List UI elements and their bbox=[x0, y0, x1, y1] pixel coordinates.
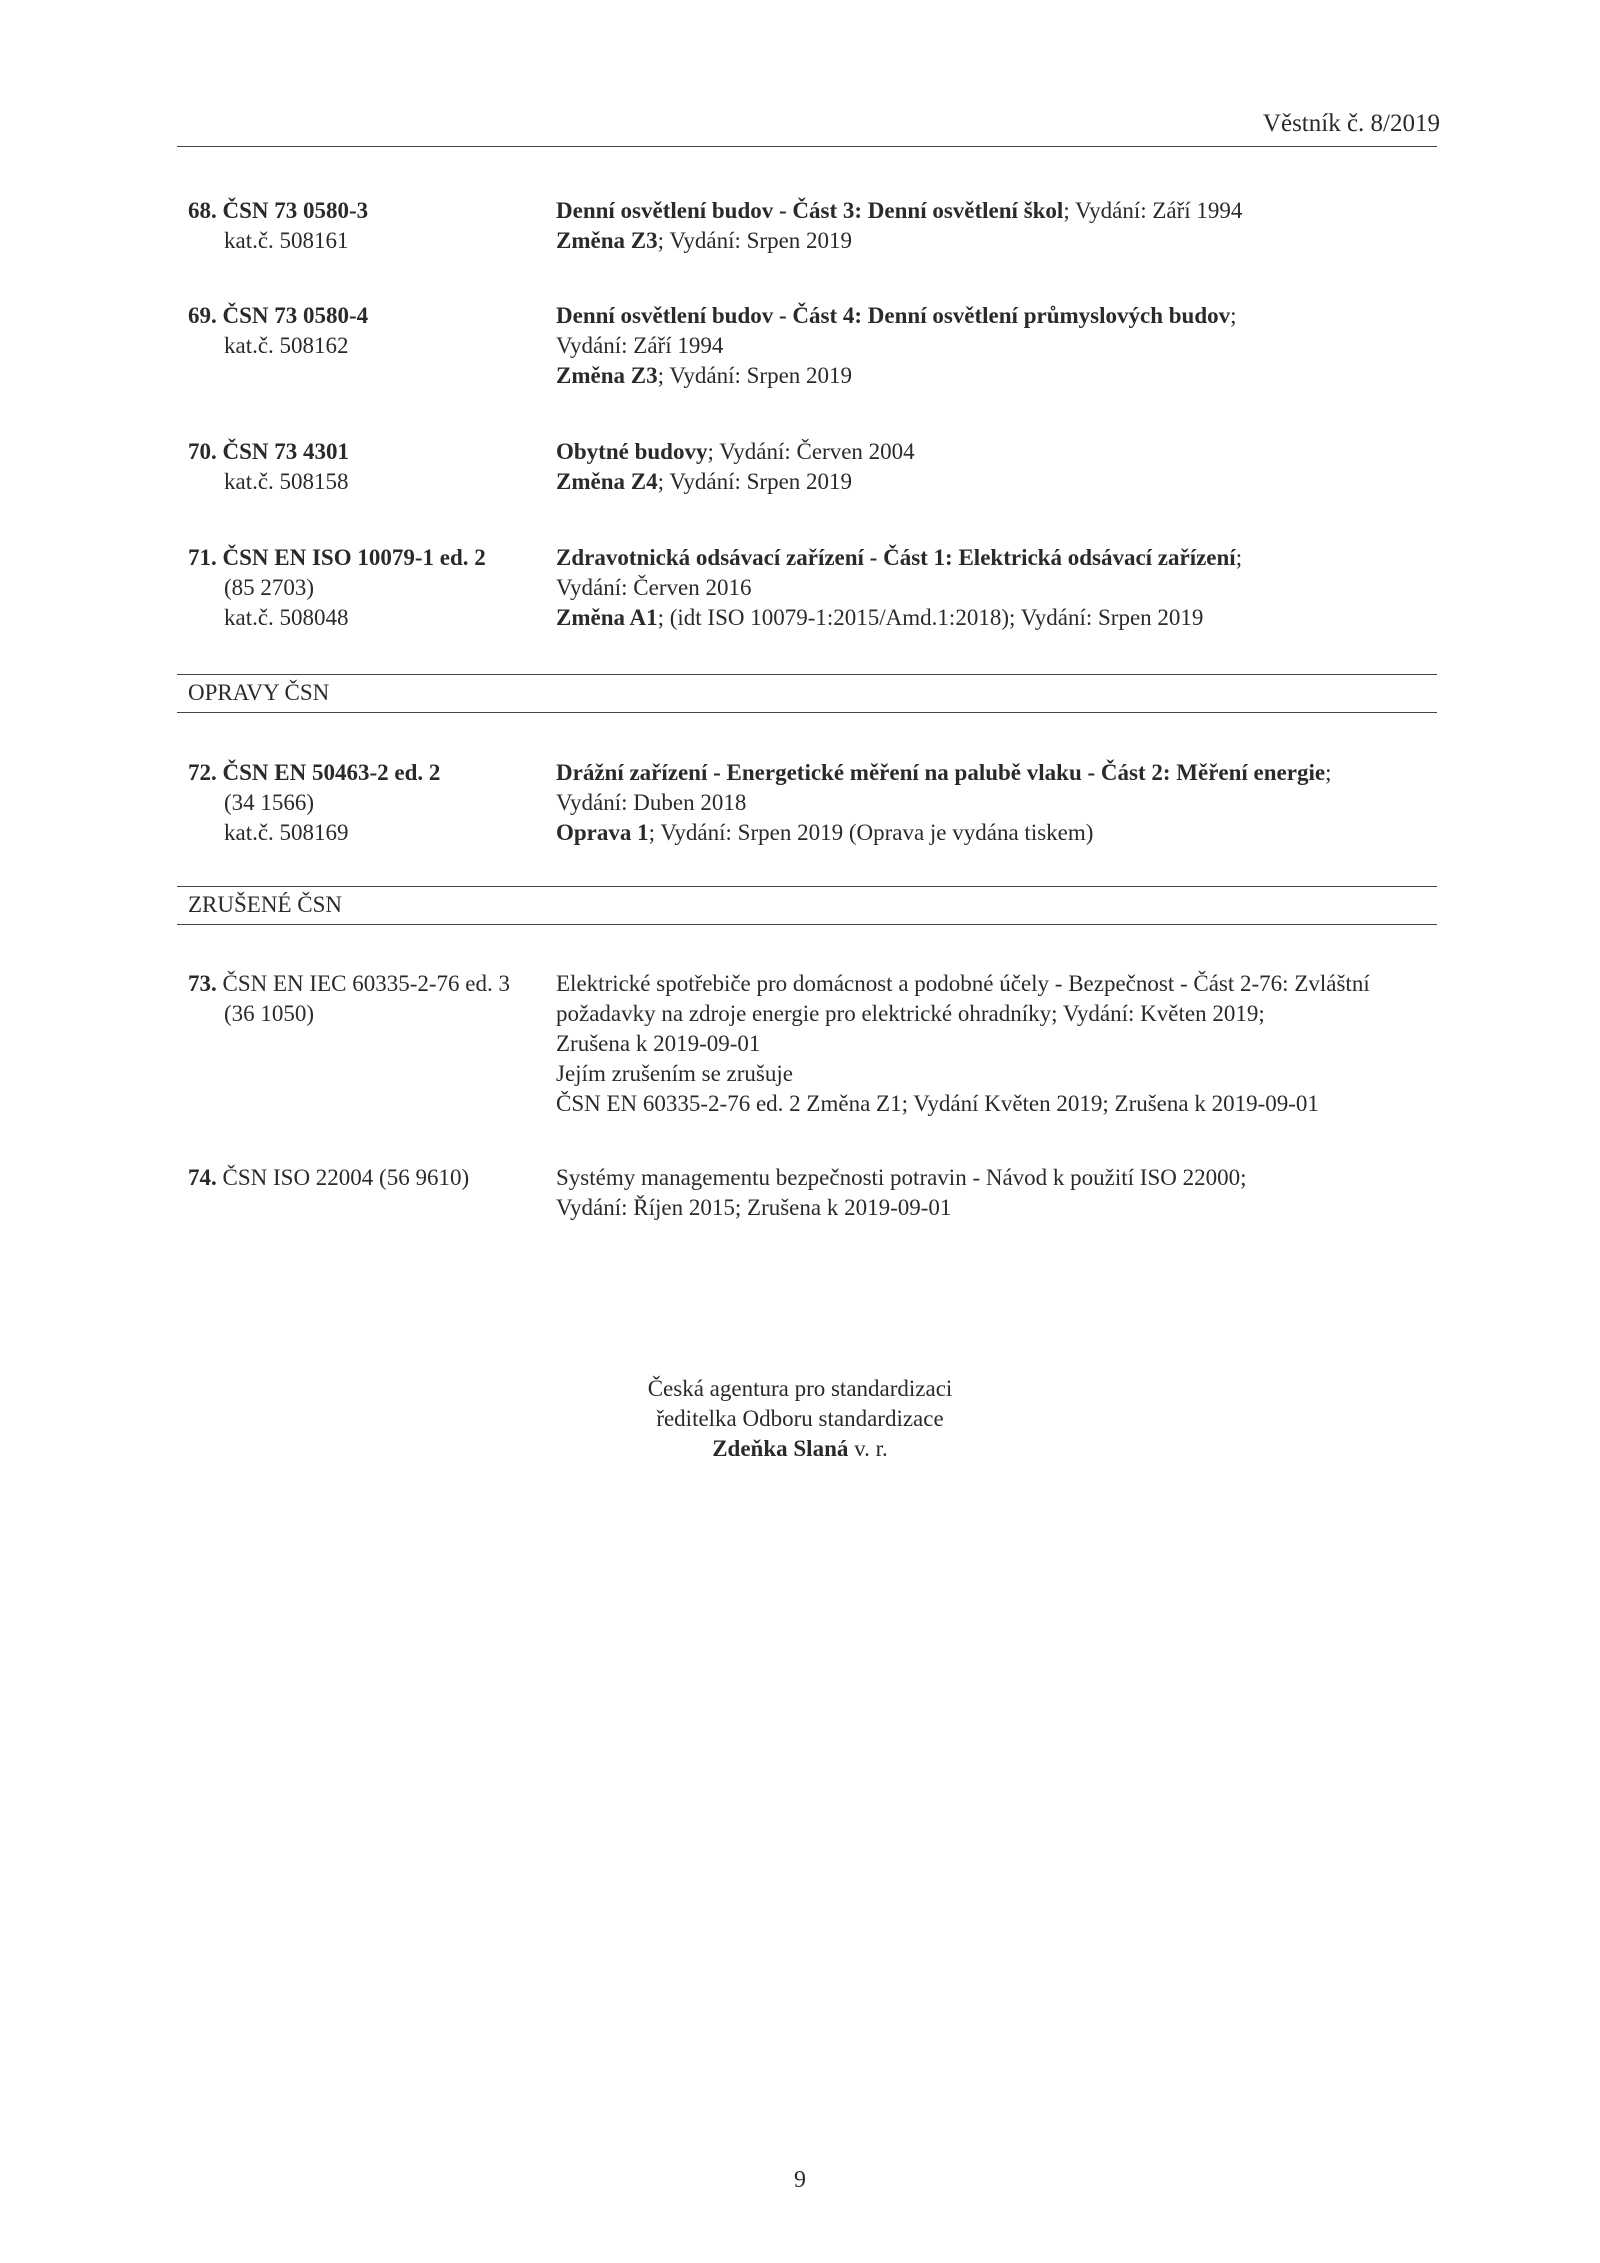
entry-line: Oprava 1; Vydání: Srpen 2019 (Oprava je vydána tiskem) bbox=[556, 820, 1094, 845]
catalog-number: kat.č. 508161 bbox=[224, 228, 349, 253]
standard-entry-72 bbox=[188, 758, 1438, 848]
signatory-role: ředitelka Odboru standardizace bbox=[656, 1406, 944, 1431]
classification-number: (36 1050) bbox=[224, 1001, 315, 1026]
entry-line: Elektrické spotřebiče pro domácnost a podobné účely - Bezpečnost - Část 2-76: Zvláštní bbox=[556, 971, 1370, 996]
entry-line: Denní osvětlení budov - Část 4: Denní osvětlení průmyslových budov; bbox=[556, 303, 1237, 328]
signature-block bbox=[0, 1374, 1600, 1464]
standard-entry-71 bbox=[188, 543, 1438, 633]
section-rule-bottom bbox=[177, 712, 1437, 713]
entry-line: Zdravotnická odsávací zařízení - Část 1: Elektrická odsávací zařízení; bbox=[556, 545, 1243, 570]
entry-line: Změna Z3; Vydání: Srpen 2019 bbox=[556, 363, 853, 388]
section-title-corrections: OPRAVY ČSN bbox=[188, 680, 330, 705]
entry-number: 73. ČSN EN IEC 60335-2-76 ed. 3 bbox=[188, 971, 510, 996]
entry-number: 71. ČSN EN ISO 10079-1 ed. 2 bbox=[188, 545, 486, 570]
entry-line: Jejím zrušením se zrušuje bbox=[556, 1061, 793, 1086]
entry-line: Vydání: Září 1994 bbox=[556, 333, 724, 358]
classification-number: (85 2703) bbox=[224, 575, 315, 600]
entry-line: Vydání: Duben 2018 bbox=[556, 790, 747, 815]
header-rule bbox=[177, 146, 1437, 147]
section-rule-top bbox=[177, 674, 1437, 675]
agency-name: Česká agentura pro standardizaci bbox=[647, 1376, 953, 1401]
signatory-name: Zdeňka Slaná v. r. bbox=[712, 1436, 888, 1461]
entry-line: Drážní zařízení - Energetické měření na palubě vlaku - Část 2: Měření energie; bbox=[556, 760, 1332, 785]
entry-line: Změna Z4; Vydání: Srpen 2019 bbox=[556, 469, 853, 494]
entry-line: Změna Z3; Vydání: Srpen 2019 bbox=[556, 228, 853, 253]
catalog-number: kat.č. 508048 bbox=[224, 605, 349, 630]
journal-title: Věstník č. 8/2019 bbox=[1262, 110, 1440, 137]
entry-line: Systémy managementu bezpečnosti potravin - Návod k použití ISO 22000; bbox=[556, 1165, 1247, 1190]
entry-number: 74. ČSN ISO 22004 (56 9610) bbox=[188, 1165, 470, 1190]
entry-number: 70. ČSN 73 4301 bbox=[188, 439, 350, 464]
entry-line: Denní osvětlení budov - Část 3: Denní osvětlení škol; Vydání: Září 1994 bbox=[556, 198, 1243, 223]
entry-number: 69. ČSN 73 0580-4 bbox=[188, 303, 369, 328]
section-rule-bottom bbox=[177, 924, 1437, 925]
standard-entry-74 bbox=[188, 1163, 1438, 1223]
catalog-number: kat.č. 508169 bbox=[224, 820, 349, 845]
section-title-cancelled: ZRUŠENÉ ČSN bbox=[188, 892, 342, 917]
entry-line: Obytné budovy; Vydání: Červen 2004 bbox=[556, 439, 915, 464]
entry-line: požadavky na zdroje energie pro elektrické ohradníky; Vydání: Květen 2019; bbox=[556, 1001, 1265, 1026]
entry-line: Vydání: Říjen 2015; Zrušena k 2019-09-01 bbox=[556, 1195, 952, 1220]
entry-number: 72. ČSN EN 50463-2 ed. 2 bbox=[188, 760, 441, 785]
entry-line: Vydání: Červen 2016 bbox=[556, 575, 752, 600]
entry-line: Zrušena k 2019-09-01 bbox=[556, 1031, 761, 1056]
standard-entry-68 bbox=[188, 196, 1438, 256]
classification-number: (34 1566) bbox=[224, 790, 315, 815]
section-rule-top bbox=[177, 886, 1437, 887]
entry-line: ČSN EN 60335-2-76 ed. 2 Změna Z1; Vydání Květen 2019; Zrušena k 2019-09-01 bbox=[556, 1091, 1319, 1116]
catalog-number: kat.č. 508162 bbox=[224, 333, 349, 358]
page-number: 9 bbox=[794, 2167, 806, 2193]
standard-entry-69 bbox=[188, 301, 1438, 391]
catalog-number: kat.č. 508158 bbox=[224, 469, 349, 494]
standard-entry-70 bbox=[188, 437, 1438, 497]
entry-line: Změna A1; (idt ISO 10079-1:2015/Amd.1:2018); Vydání: Srpen 2019 bbox=[556, 605, 1204, 630]
entry-number: 68. ČSN 73 0580-3 bbox=[188, 198, 369, 223]
standard-entry-73 bbox=[188, 969, 1438, 1119]
